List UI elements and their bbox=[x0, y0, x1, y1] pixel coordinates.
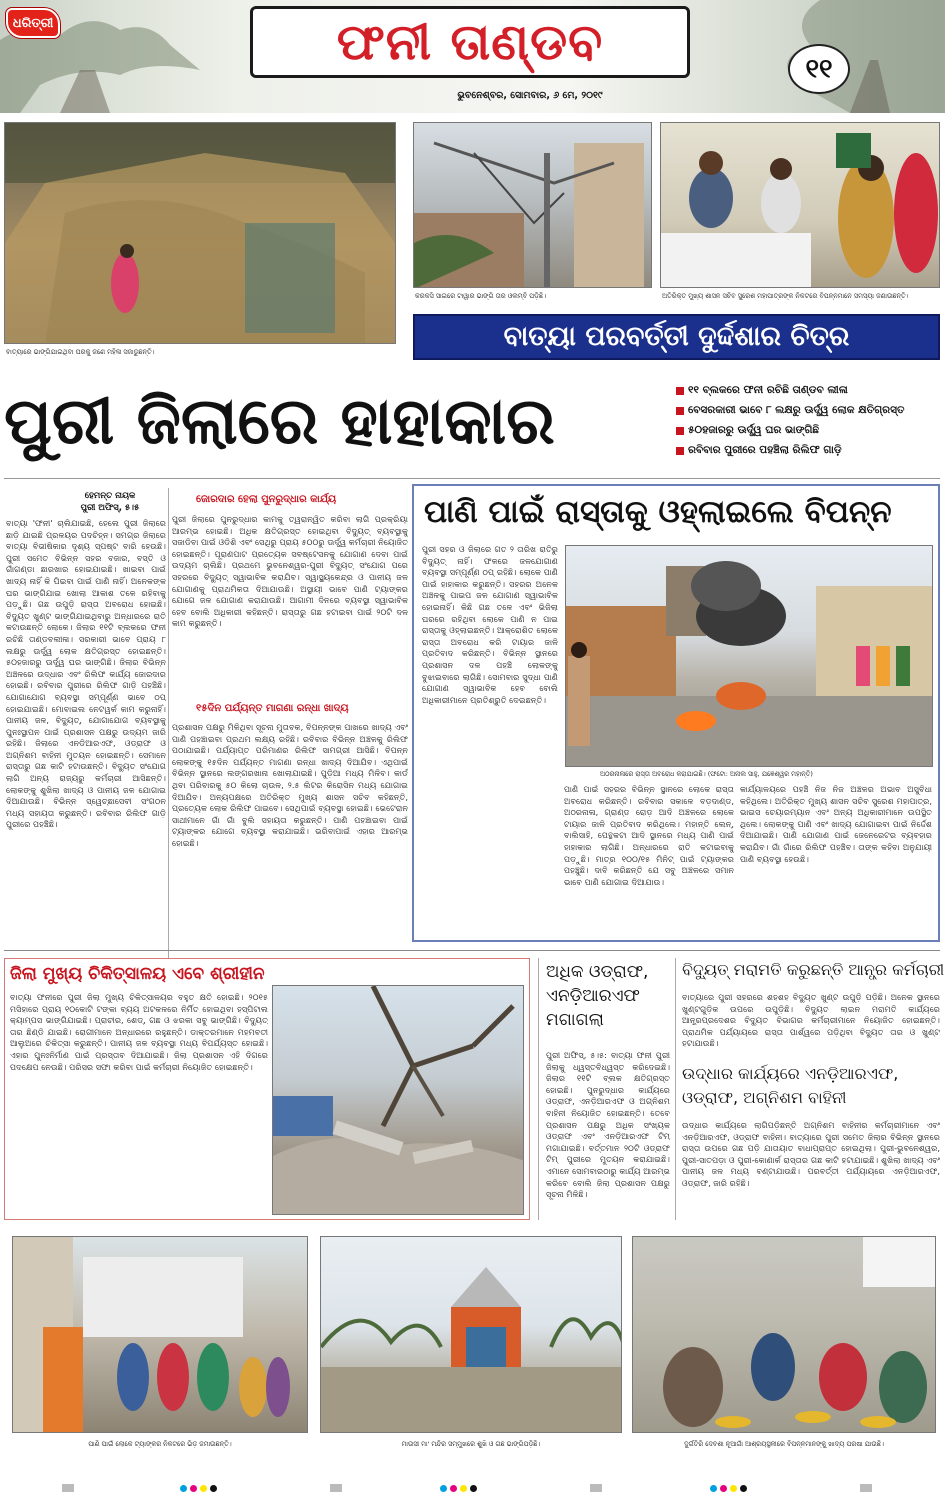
headline-rule bbox=[4, 478, 940, 479]
page-number: ୧୧ bbox=[788, 44, 850, 94]
hospital-text: ବାତ୍ୟା ଫନୀରେ ପୁରୀ ଜିଲା ମୁଖ୍ୟ ଚିକିତ୍ସାଳୟର ବହୁତ କ୍ଷତି ହୋଇଛି। ୨୦୧୫ ମସିହାରେ ପ୍ରାୟ ୧୦କୋଟି ଟଙ୍କା ବ୍ୟୟ ଅଟକଳରେ ନିର୍ମିତ ହୋଇଥିବା ହସ୍ପିଟାଲ କ୍ୟାମ୍ପସ ଭାଙ୍ଗିଯାଇଛି। ପ୍ରାଚୀର, ଶେଡ୍, ଗଛ ଓ ଝରକା ସବୁ ଭାଙ୍ଗିଛି। ବିଦ୍ୟୁତ୍ ତାର ଛିଣ୍ଡି ଯାଇଛି। ରୋଗୀମାନେ ଅନ୍ଧାରରେ ରହୁଛନ୍ତି। ଡାକ୍ତରମାନେ ମହମବତୀ ଆଲୁଅରେ ଚିକିତ୍ସା କରୁଛନ୍ତି। ପାନୀୟ ଜଳ ବ୍ୟବସ୍ଥା ମଧ୍ୟ ବିପର୍ଯ୍ୟସ୍ତ ହୋଇଛି। ଏହାର ପୁନଃନିର୍ମାଣ ପାଇଁ ପ୍ରସ୍ତାବ ଦିଆଯାଇଛି। ଜିଲା ପ୍ରଶାସନ ଏହି ଦିଗରେ ପଦକ୍ଷେପ ନେଉଛି। ପରିସର ସଫା କରିବା ପାଇଁ କର୍ମଚାରୀ ନିୟୋଜିତ ହୋଇଛନ୍ତି। bbox=[10, 992, 268, 1072]
water-story-headline: ପାଣି ପାଇଁ ରାସ୍ତାକୁ ଓହ୍ଲାଇଲେ ବିପନ୍ନ bbox=[424, 494, 892, 530]
section-banner: ବାତ୍ୟା ପରବର୍ତ୍ତୀ ଦୁର୍ଦ୍ଦଶାର ଚିତ୍ର bbox=[413, 314, 940, 360]
photo-water-tanker-crowd bbox=[12, 1236, 308, 1433]
subhead-restoration: ଜୋରଦାର ହେଲା ପୁନରୁଦ୍ଧାର କାର୍ଯ୍ୟ bbox=[196, 494, 337, 505]
caption-bottom-1: ପାଣି ପାଇଁ ଲୋକେ ଟ୍ୟାଙ୍କର ନିକଟରେ ଭିଡ଼ ଜମାଉଛନ୍ତି। bbox=[88, 1440, 232, 1448]
newspaper-logo bbox=[6, 8, 60, 38]
photo-road-blockade bbox=[565, 545, 933, 767]
column-divider bbox=[675, 958, 676, 1220]
print-registration-marks bbox=[0, 1484, 945, 1492]
caption-photo-1: ବାତ୍ୟାରେ ଭାଙ୍ଗିଯାଇଥିବା ଘରକୁ ଜଣେ ମହିଳା ସଜାଡୁଛନ୍ତି। bbox=[6, 348, 155, 356]
masthead-title: ଫନୀ ତାଣ୍ଡବ bbox=[336, 12, 604, 71]
photo-officials-meeting bbox=[660, 122, 940, 288]
main-headline: ପୁରୀ ଜିଲାରେ ହାହାକାର bbox=[4, 385, 555, 459]
photo-mausi-maa-temple bbox=[320, 1236, 622, 1433]
column-divider bbox=[538, 958, 539, 1220]
article-col2-text2: ପ୍ରଶାସନ ପକ୍ଷରୁ ମିଳିଥିବା ସୂଚନା ମୁତାବକ, ବିପନ୍ନଙ୍କ ପାଖରେ ଖାଦ୍ୟ ଏବଂ ପାଣି ପହଞ୍ଚାଇବା ପ୍ରଥମ ଲକ୍ଷ୍ୟ ରହିଛି। ରବିବାର ବିଭିନ୍ନ ଅଞ୍ଚଳକୁ ରିଲିଫ ପଠାଯାଇଛି। ପର୍ଯ୍ୟାପ୍ତ ପରିମାଣର ରିଲିଫ ସାମଗ୍ରୀ ଆସିଛି। ବିପନ୍ନ ଲୋକଙ୍କୁ ୧୫ଦିନ ପର୍ଯ୍ୟନ୍ତ ମାଗଣା ରନ୍ଧା ଖାଦ୍ୟ ଦିଆଯିବ। ଏଥିପାଇଁ ବିଭିନ୍ନ ସ୍ଥାନରେ ଲଙ୍ଗରଖାନା ଖୋଲାଯାଇଛି। ପୁଡ଼ିଆ ମଧ୍ୟ ମିଳିବ। କାର୍ଡ ଥିବା ପରିବାରକୁ ୫୦ କିଲୋ ଚାଉଳ, ୨.୫ ଲିଟର କିରୋସିନ ମଧ୍ୟ ଯୋଗାଇ ଦିଆଯିବ। ଅନ୍ୟପକ୍ଷରେ ଅତିରିକ୍ତ ମୁଖ୍ୟ ଶାସନ ସଚିବ କହିଛନ୍ତି, ପ୍ରତ୍ୟେକ ଲୋକ ରିଲିଫ ପାଇବେ। ସେଥିପାଇଁ ବ୍ୟବସ୍ଥା ହୋଇଛି। ଭେଟେରାନ ସାଥୀମାନେ ଗାଁ ଗାଁ ବୁଲି ସହାୟତା କରୁଛନ୍ତି। ପାଣି ପହଞ୍ଚାଇବା ପାଇଁ ଟ୍ୟାଙ୍କର ଯୋଗେ ବ୍ୟବସ୍ଥା କରାଯାଇଛି। ଭରିବାପାଇଁ ଏହାର ଆରମ୍ଭ ହୋଇଛି। bbox=[172, 722, 408, 848]
water-story-text-left: ପାଣି ପାଇଁ ସହରର ବିଭିନ୍ନ ସ୍ଥାନରେ ଲୋକେ ରାସ୍ତା ଅବରୋଧ କରିଛନ୍ତି। ରବିବାର ସକାଳେ ବଡ଼ଦାଣ୍ଡ, ଅଠରନାଳା, ଗ୍ରାଣ୍ଡ ରୋଡ଼ ଆଦି ଅଞ୍ଚଳରେ ଲୋକେ ଟାୟାର ଜାଳି ପ୍ରତିବାଦ କରିଥିଲେ। ମହାନ୍ତି ଲେନ୍, ବାଲିସାହି, ପେନ୍ଥକଟା ଆଦି ସ୍ଥାନରେ ମଧ୍ୟ ପାଣି ପାଇଁ ହାହାକାର ଲାଗିଛି। ଅନ୍ଧାରରେ ରାତି କଟାଇବାକୁ ପଡ଼ୁଛି। ମାତ୍ର ୧୦୦/୧୫ ମିନିଟ୍ ପାଇଁ ଟ୍ୟାଙ୍କର ପହଞ୍ଚୁଛି। ଦାବି କରିଛନ୍ତି ଯେ ସବୁ ଅଞ୍ଚଳରେ ସମାନ ଭାବେ ପାଣି ଯୋଗାଇ ଦିଆଯାଉ। bbox=[564, 784, 734, 887]
water-story-intro: ପୁରୀ ସହର ଓ ଜିଲାରେ ଗତ ୨ ତାରିଖ ରାତିରୁ ବିଦ୍ୟୁତ୍ ନାହିଁ। ଫଳରେ ଜଳଯୋଗାଣ ବ୍ୟବସ୍ଥା ସମ୍ପୂର୍ଣ୍ଣ ଠପ୍ ରହିଛି। ଲୋକେ ପାଣି ପାଇଁ ହାହାକାର କରୁଛନ୍ତି। ସହରର ଅନେକ ଅଞ୍ଚଳକୁ ପାଇପ ଜଳ ଯୋଗାଣ ସ୍ୱାଭାବିକ ହୋଇନାହିଁ। କିଛି ଗଛ ତଳେ ଏବଂ ଭିଜିଲା ଘରରେ ରହିଥିବା ଲୋକେ ପାଣି ନ ପାଇ ରାସ୍ତାକୁ ଓହ୍ଲାଇଛନ୍ତି। ଆକ୍ରୋଶିତ ଲୋକେ ରାସ୍ତା ଅବରୋଧ କରି ଟାୟାର ଜାଳି ପ୍ରତିବାଦ କରିଛନ୍ତି। ବିଭିନ୍ନ ସ୍ଥାନରେ ପ୍ରଶାସନ ଦଳ ପହଞ୍ଚି ଲୋକଙ୍କୁ ବୁଝାଇବାରେ ଲାଗିଛି। ସୋମବାର ସୁଦ୍ଧା ପାଣି ଯୋଗାଣ ସ୍ୱାଭାବିକ ହେବ ବୋଲି ଅଧିକାରୀମାନେ ପ୍ରତିଶ୍ରୁତି ଦେଇଛନ୍ତି। bbox=[422, 544, 558, 705]
photo-woman-thatch bbox=[4, 122, 396, 344]
logo-text: ଧରିତ୍ରୀ bbox=[12, 15, 54, 31]
caption-bottom-3: ଦୁର୍ଗତିରି ଦେବଶା ନୂଆଗାଁ ଆଶ୍ରୟସ୍ଥଳୀରେ ବିପନ୍ନମାନଙ୍କୁ ଖାଦ୍ୟ ପରଷା ଯାଉଛି। bbox=[684, 1440, 884, 1448]
byline-office: ପୁରୀ ଅଫିସ୍, ୫।୫ bbox=[80, 503, 140, 513]
column-divider bbox=[168, 488, 169, 958]
odraf-text: ପୁରୀ ଅଫିସ୍, ୫।୫: ବାତ୍ୟା ଫନୀ ପୁରୀ ଜିଲାକୁ ଧ୍ୱସ୍ତବିଧ୍ୱସ୍ତ କରିଦେଇଛି। ଜିଲାର ୧୧ଟି ବ୍ଲକ କ୍ଷତିଗ୍ରସ୍ତ ହୋଇଛି। ପୁନରୁଦ୍ଧାର କାର୍ଯ୍ୟରେ ଓଡ୍ରାଫ, ଏନଡ଼ିଆରଏଫ ଓ ଅଗ୍ନିଶମ ବାହିନୀ ନିୟୋଜିତ ହୋଇଛନ୍ତି। ତେବେ ପ୍ରଶାସନ ପକ୍ଷରୁ ଅଧିକ ସଂଖ୍ୟକ ଓଡ୍ରାଫ ଏବଂ ଏନଡ଼ିଆରଏଫ ଟିମ୍ ମଗାଯାଇଛି। ବର୍ତ୍ତମାନ ୨୦ଟି ଓଡ୍ରାଫ ଟିମ୍ ପୁରୀରେ ମୁତୟନ କରାଯାଇଛି। ଏମାନେ ସୋମବାରଠାରୁ କାର୍ଯ୍ୟ ଆରମ୍ଭ କରିବେ ବୋଲି ଜିଲା ପ୍ରଶାସନ ପକ୍ଷରୁ ସୂଚନା ମିଳିଛି। bbox=[546, 1050, 670, 1200]
rescue-text: ଉଦ୍ଧାର କାର୍ଯ୍ୟରେ ଲାଗିପଡ଼ିଛନ୍ତି ଅଗ୍ନିଶମ ବାହିନୀର କର୍ମଚାରୀମାନେ ଏବଂ ଏନଡ଼ିଆରଏଫ, ଓଡ୍ରାଫ ବାହିନୀ। ବାତ୍ୟାରେ ପୁରୀ ସମେତ ଜିଲାର ବିଭିନ୍ନ ସ୍ଥାନରେ ରାସ୍ତା ଉପରେ ଗଛ ପଡ଼ି ଯାତାୟାତ ବାଧାପ୍ରାପ୍ତ ହୋଇଥିଲା। ପୁରୀ-ଭୁବନେଶ୍ୱର, ପୁରୀ-ସାତପଡ଼ା ଓ ପୁରୀ-କୋଣାର୍କ ରାସ୍ତାର ଗଛ କାଟି ହଟାଯାଇଛି। ଶୁଖିଲା ଖାଦ୍ୟ ଏବଂ ପାନୀୟ ଜଳ ମଧ୍ୟ ବଣ୍ଟାଯାଉଛି। ପରବର୍ତ୍ତୀ ପର୍ଯ୍ୟାୟରେ ଏନଡ଼ିଆରଏଫ, ଓଡ୍ରାଫ, ଜାରି ରହିଛି। bbox=[682, 1120, 940, 1188]
masthead bbox=[0, 0, 945, 113]
water-story-text-right: କାର୍ଯ୍ୟାଳୟରେ ପହଞ୍ଚି ନିଜ ନିଜ ଅଞ୍ଚଳର ଅଭାବ ଅସୁବିଧା କହିଥିଲେ। ଅତିରିକ୍ତ ମୁଖ୍ୟ ଶାସନ ସଚିବ ସୁରେଶ ମହାପାତ୍ର, ଭାଇସ ଚେୟାରମ୍ୟାନ ଏବଂ ଅନ୍ୟ ଅଧିକାରୀମାନେ ଉପସ୍ଥିତ ଥିଲେ। ଲୋକଙ୍କୁ ପାଣି ଏବଂ ଖାଦ୍ୟ ଯୋଗାଇବା ପାଇଁ ନିର୍ଦ୍ଦେଶ ଦିଆଯାଇଛି। ପାଣି ଯୋଗାଣ ପାଇଁ ଜେନେରେଟର ବ୍ୟବହାର କରାଯିବ। ଗାଁ ଗାଁରେ ରିଲିଫ ପହଞ୍ଚିବ। ତାଙ୍କ କହିବା ଅନୁଯାୟୀ ପାଣି ବ୍ୟବସ୍ଥା ହେଉଛି। bbox=[740, 784, 932, 864]
byline-name: ହେମନ୍ତ ନାୟକ bbox=[84, 491, 136, 501]
hospital-headline: ଜିଲା ମୁଖ୍ୟ ଚିକିତ୍ସାଳୟ ଏବେ ଶ୍ରୀହୀନ bbox=[10, 964, 265, 984]
rescue-headline: ଉଦ୍ଧାର କାର୍ଯ୍ୟରେ ଏନଡ଼ିଆରଏଫ, ଓଡ୍ରାଫ, ଅଗ୍ନିଶମ ବାହିନୀ bbox=[682, 1064, 899, 1107]
caption-photo-3: ଅତିରିକ୍ତ ମୁଖ୍ୟ ଶାସନ ସଚିବ ସୁରେଶ ମହାପାତ୍ରଙ୍କ ନିକଟରେ ବିପନ୍ନମାନେ ସମସ୍ୟା ଜଣାଉଛନ୍ତି। bbox=[662, 292, 909, 300]
highlight-item: ୫୦ହଜାରରୁ ଊର୍ଦ୍ଧ୍ୱ ଘର ଭାଙ୍ଗିଛି bbox=[676, 422, 819, 439]
highlights-box bbox=[676, 382, 940, 462]
dateline: ଭୁବନେଶ୍ବର, ସୋମବାର, ୬ ମେ, ୨୦୧୯ bbox=[457, 90, 603, 101]
mid-row-rule bbox=[4, 950, 940, 951]
article-col1-text: ବାତ୍ୟା 'ଫନୀ' ଚାଲିଯାଇଛି, ହେଲେ ପୁରୀ ଜିଲାରେ ଛାଡ଼ି ଯାଇଛି ପ୍ରଳୟର ପଦଚିହ୍ନ। ସମଗ୍ର ଜିଲାରେ ବାତ୍ୟା ବିଭୀଷିକାର ଦୃଶ୍ୟ ସ୍ପଷ୍ଟ ବାରି ହେଉଛି। ପୁରୀ ସମେତ ବିଭିନ୍ନ ସହର ବଜାର, ବସ୍ତି ଓ ଗାଁଗଣ୍ଡା ଛାରଖାର ହୋଇଯାଇଛି। ଖାଇବା ପାଇଁ ଖାଦ୍ୟ ନାହିଁ କି ପିଇବା ପାଇଁ ପାଣି ନାହିଁ। ଅନେକଙ୍କ ଘର ଭାଙ୍ଗିଯାଇ ଖୋଲା ଆକାଶ ତଳେ ରହିବାକୁ ପଡ଼ୁଛି। ଗଛ ଉପୁଡ଼ି ରାସ୍ତା ଅବରୋଧ ହୋଇଛି। ବିଦ୍ୟୁତ ଖୁଣ୍ଟ ଭାଙ୍ଗିଯାଇଥିବାରୁ ଅନ୍ଧାରରେ ରାତି କଟାଉଛନ୍ତି ଲୋକେ। ଜିଲାର ୧୧ଟି ବ୍ଲକରେ ଫନୀ ରଚିଛି ତାଣ୍ଡବଲୀଳା। ସରକାରୀ ଭାବେ ପ୍ରାୟ ୮ ଲକ୍ଷରୁ ଊର୍ଦ୍ଧ୍ୱ ଲୋକ କ୍ଷତିଗ୍ରସ୍ତ ହୋଇଛନ୍ତି। ୫୦ହଜାରରୁ ଊର୍ଦ୍ଧ୍ୱ ଘର ଭାଙ୍ଗିଛି। ଜିଲାର ବିଭିନ୍ନ ଅଞ୍ଚଳରେ ଉଦ୍ଧାର ଏବଂ ରିଲିଫ କାର୍ଯ୍ୟ ଜୋରଦାର ହୋଇଛି। ରବିବାର ପୁରୀରେ ରିଲିଫ ଗାଡ଼ି ପହଞ୍ଚିଛି। ଯୋଗାଯୋଗ ବ୍ୟବସ୍ଥା ସମ୍ପୂର୍ଣ୍ଣ ଭାବେ ଠପ୍ ହୋଇଯାଇଛି। ମୋବାଇଲ ନେଟୱର୍କ କାମ କରୁନାହିଁ। ପାନୀୟ ଜଳ, ବିଦ୍ୟୁତ୍, ଯୋଗାଯୋଗ ବ୍ୟବସ୍ଥାକୁ ପୁନଃସ୍ଥାପନ ପାଇଁ ପ୍ରଶାସନ ପକ୍ଷରୁ ଉଦ୍ୟମ ଜାରି ରହିଛି। ଜିଲାରେ ଏନଡିଆରଏଫ, ଓଡ୍ରାଫ ଓ ଅଗ୍ନିଶମ ବାହିନୀ ମୁତୟନ ହୋଇଛନ୍ତି। ସେମାନେ ରାସ୍ତାରୁ ଗଛ କାଟି ହଟାଉଛନ୍ତି। ବିଦ୍ୟୁତ ସଂଯୋଗ ଲାଗି ଅନ୍ୟ ରାଜ୍ୟରୁ କର୍ମଚାରୀ ଆସିଛନ୍ତି। ଲୋକଙ୍କୁ ଶୁଖିଲା ଖାଦ୍ୟ ଓ ପାନୀୟ ଜଳ ଯୋଗାଇ ଦିଆଯାଉଛି। ବିଭିନ୍ନ ସ୍ୱେଚ୍ଛାସେବୀ ସଂଗଠନ ମଧ୍ୟ ସହାୟତା କରୁଛନ୍ତି। ରବିବାର ରିଲିଫ ଗାଡ଼ି ପୁରୀରେ ପହଞ୍ଚିଛି। bbox=[6, 518, 166, 830]
subhead-free-food: ୧୫ଦିନ ପର୍ଯ୍ୟନ୍ତ ମାଗଣା ରନ୍ଧା ଖାଦ୍ୟ bbox=[196, 703, 349, 714]
masthead-title-panel bbox=[250, 6, 690, 78]
highlight-item: ୧୧ ବ୍ଲକରେ ଫନୀ ରଚିଛି ତାଣ୍ଡବ ଲୀଳା bbox=[676, 382, 848, 399]
caption-photo-2: କରକସି ସାଇରେ ଟାୱାର ଭାଙ୍ଗି ତାର ଓଲମ୍ବି ପଡ଼ିଛି। bbox=[415, 292, 547, 300]
highlight-item: ରବିବାର ପୁରୀରେ ପହଞ୍ଚିଲା ରିଲିଫ ଗାଡ଼ି bbox=[676, 442, 842, 459]
photo-hospital-debris bbox=[272, 985, 524, 1215]
andhra-text: ବାତ୍ୟାରେ ପୁରୀ ସହରରେ ଶହଶହ ବିଦ୍ୟୁତ ଖୁଣ୍ଟ ଉପୁଡ଼ି ପଡ଼ିଛି। ଅନେକ ସ୍ଥାନରେ ଖୁଣ୍ଟଗୁଡ଼ିକ ଉପରେ ଉପୁଡ଼ିଛି। ବିଦ୍ୟୁତ ଲାଇନ ମରାମତି କାର୍ଯ୍ୟରେ ଆନ୍ଧ୍ରପ୍ରଦେଶର ବିଦ୍ୟୁତ ବିଭାଗର କର୍ମଚାରୀମାନେ ନିୟୋଜିତ ହୋଇଛନ୍ତି। ପ୍ରାଥମିକ ପର୍ଯ୍ୟାୟରେ ରାସ୍ତା ପାର୍ଶ୍ୱରେ ପଡ଼ିଥିବା ବିଦ୍ୟୁତ ତାର ଓ ଖୁଣ୍ଟ ହଟାଯାଉଛି। bbox=[682, 992, 940, 1049]
odraf-headline: ଅଧିକ ଓଡ୍ରାଫ, ଏନଡ଼ିଆରଏଫ ମଗାଗଲା bbox=[546, 962, 649, 1030]
highlight-item: ବେସରକାରୀ ଭାବେ ୮ ଲକ୍ଷରୁ ଊର୍ଦ୍ଧ୍ୱ ଲୋକ କ୍ଷତିଗ୍ରସ୍ତ bbox=[676, 402, 904, 419]
caption-bottom-2: ମାଉସୀ ମା' ମନ୍ଦିର ସମ୍ମୁଖରେ ଶୁଖି ଓ ଗଛ ଭାଙ୍ଗିପଡ଼ିଛି। bbox=[401, 1440, 541, 1448]
andhra-headline: ବିଦ୍ୟୁତ୍ ମରାମତି କରୁଛନ୍ତି ଆନ୍ଧ୍ର କର୍ମଚାରୀ bbox=[682, 960, 945, 979]
photo-relief-meal bbox=[632, 1236, 936, 1433]
article-col2-text1: ପୁରୀ ଜିଲାରେ ପୁନରୁଦ୍ଧାର କାମକୁ ତ୍ୱରାନ୍ୱିତ କରିବା ଲାଗି ପ୍ରକ୍ରିୟା ଆରମ୍ଭ ହୋଇଛି। ଅଧିକ କ୍ଷତିଗ୍ରସ୍ତ ହୋଇଥିବା ବିଦ୍ୟୁତ୍ ବ୍ୟବସ୍ଥାକୁ ସଜାଡିବା ପାଇଁ ଓଡିଶି ଏବଂ ସେଥିରୁ ପ୍ରାୟ ୫୦୦ରୁ ଊର୍ଦ୍ଧ୍ୱ କର୍ମଚାରୀ ନିୟୋଜିତ ହୋଇଛନ୍ତି। ପୂରାଣପାଟ ପ୍ରତ୍ୟେକ ସବଷ୍ଟେସନକୁ ଯୋଗାଣ ଦେବା ପାଇଁ ଉଦ୍ୟମ ଚାଲିଛି। ପ୍ରଥମେ ଭୁବନେଶ୍ୱର-ପୁରୀ ବିଦ୍ୟୁତ୍ ସଂଯୋଗ ପରେ ସହରରେ ବିଦ୍ୟୁତ୍ ସ୍ୱାଭାବିକ କରାଯିବ। ସ୍ୱାସ୍ଥ୍ୟକେନ୍ଦ୍ର ଓ ପାନୀୟ ଜଳ ଯୋଗାଣକୁ ପ୍ରାଥମିକତା ଦିଆଯାଉଛି। ଅସ୍ଥାୟୀ ଭାବେ ପାଣି ଟ୍ୟାଙ୍କର ଯୋଗେ ଜଳ ଯୋଗାଣ କରାଯାଉଛି। ଆଗାମୀ ଦିନରେ ବ୍ୟବସ୍ଥା ସ୍ୱାଭାବିକ ହେବ ବୋଲି ଅଧିକାରୀ କହିଛନ୍ତି। ରାସ୍ତାରୁ ଗଛ ହଟାଇବା ପାଇଁ ୨୦ଟି ଦଳ କାମ କରୁଛନ୍ତି। bbox=[172, 514, 408, 629]
photo-broken-tower bbox=[413, 122, 652, 288]
water-story-photo-caption: ଅଠରନାଳାରେ ରାସ୍ତା ଅବରୋଧ କରାଯାଇଛି। (ଫଟୋ: ଅନାଲ ସାହୁ, ଯଜ୍ଞେଶ୍ୱର ମହାନ୍ତି) bbox=[600, 770, 813, 778]
